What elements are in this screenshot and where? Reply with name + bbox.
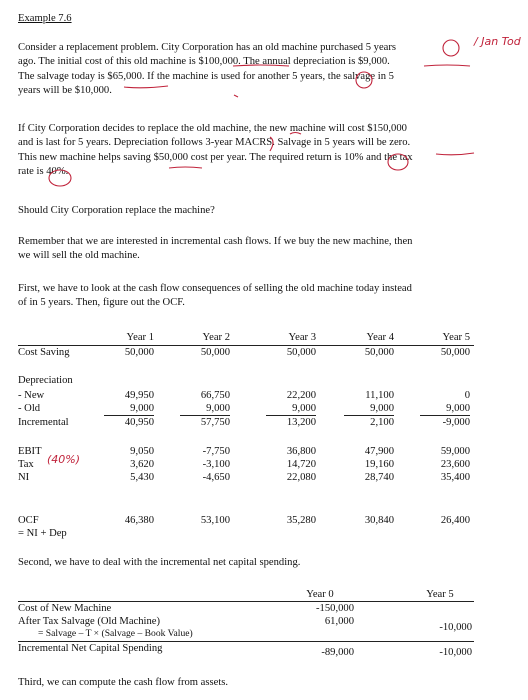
table-cell: 9,050: [130, 446, 154, 457]
cash-flow-assets-note: Third, we can compute the cash flow from assets.: [18, 677, 229, 688]
row-label: Incremental: [18, 417, 69, 428]
table-cell: -7,750: [202, 446, 230, 457]
table-cell: 9,000: [130, 403, 154, 414]
table-cell: 61,000: [324, 616, 354, 627]
row-label: - Old: [18, 403, 41, 414]
table-cell: 14,720: [286, 459, 316, 470]
table-cell: -10,000: [439, 622, 472, 633]
table-cell: 50,000: [286, 347, 316, 358]
incremental-note: [18, 235, 508, 264]
table-cell: 9,000: [446, 403, 470, 414]
table-cell: -3,100: [202, 459, 230, 470]
problem-paragraph: [18, 41, 508, 98]
table-cell: 26,400: [440, 515, 470, 526]
table-cell: 59,000: [440, 446, 470, 457]
salvage-formula: = Salvage – T × (Salvage – Book Value): [38, 628, 193, 639]
table-cell: 35,280: [286, 515, 316, 526]
row-sublabel: = NI + Dep: [18, 528, 67, 539]
tax-rate-annotation: (40%): [47, 453, 81, 466]
table-cell: -4,650: [202, 472, 230, 483]
table-cell: 5,430: [130, 472, 154, 483]
paragraph-line: Remember that we are interested in incremental cash flows. If we buy the new machine, then: [18, 236, 413, 247]
table-cell: 50,000: [124, 347, 154, 358]
table-cell: 22,200: [286, 390, 316, 401]
table-cell: 23,600: [440, 459, 470, 470]
example-title: Example 7.6: [18, 13, 72, 24]
table-cell: 66,750: [200, 390, 230, 401]
table-cell: 13,200: [286, 417, 316, 428]
row-label: Cost Saving: [18, 347, 70, 358]
table-cell: -9,000: [442, 417, 470, 428]
table-cell: 9,000: [292, 403, 316, 414]
row-label: After Tax Salvage (Old Machine): [18, 616, 161, 627]
table-cell: 19,160: [364, 459, 394, 470]
table-cell: 35,400: [440, 472, 470, 483]
year-header: Year 0: [306, 589, 334, 600]
table-cell: 57,750: [200, 417, 230, 428]
table-cell: 40,950: [124, 417, 154, 428]
table-cell: 53,100: [200, 515, 230, 526]
table-cell: 11,100: [365, 390, 394, 401]
paragraph-line: The salvage today is $65,000. If the machine is used for another 5 years, the salvage in 5: [18, 70, 394, 82]
row-label: - New: [18, 390, 45, 401]
question-line: Should City Corporation replace the machine?: [18, 205, 215, 216]
year-header: Year 5: [426, 589, 454, 600]
paragraph-line: This new machine helps saving $50,000 cost per year. The required return is 10% and the tax: [18, 151, 413, 163]
cash-flow-note: [18, 282, 508, 311]
table-cell: 47,900: [364, 446, 394, 457]
table-cell: 2,100: [370, 417, 394, 428]
year-header: Year 1: [126, 332, 154, 343]
table-cell: -89,000: [321, 647, 354, 658]
row-label: Incremental Net Capital Spending: [18, 643, 163, 654]
table-cell: 28,740: [364, 472, 394, 483]
paragraph-line: years will be $10,000.: [18, 84, 112, 96]
paragraph-line: rate is 40%.: [18, 165, 69, 177]
table-cell: -150,000: [316, 603, 354, 614]
table-cell: 9,000: [370, 403, 394, 414]
table-cell: 36,800: [286, 446, 316, 457]
paragraph-line: and is last for 5 years. Depreciation follows 3-year MACRS. Salvage in 5 years will be zero.: [18, 137, 411, 149]
year-header: Year 3: [288, 332, 316, 343]
replacement-paragraph: [18, 122, 508, 179]
net-capital-note: Second, we have to deal with the incremental net capital spending.: [18, 557, 301, 568]
margin-annotation: / Jan Tod: [474, 35, 521, 48]
paragraph-line: If City Corporation decides to replace the old machine, the new machine will cost $150,000: [18, 123, 407, 134]
paragraph-line: of in 5 years. Then, figure out the OCF.: [18, 297, 185, 309]
table-cell: 3,620: [130, 459, 154, 470]
row-label: Depreciation: [18, 375, 73, 386]
row-label: NI: [18, 472, 30, 483]
row-label: Cost of New Machine: [18, 603, 112, 614]
table-cell: 49,950: [124, 390, 154, 401]
header-rule: [18, 345, 474, 346]
paragraph-line: First, we have to look at the cash flow consequences of selling the old machine today instead: [18, 283, 412, 294]
table-cell: 50,000: [440, 347, 470, 358]
table-cell: 9,000: [206, 403, 230, 414]
table-cell: 22,080: [286, 472, 316, 483]
paragraph-line: Consider a replacement problem. City Corporation has an old machine purchased 5 years: [18, 42, 397, 53]
table-cell: 50,000: [200, 347, 230, 358]
year-header: Year 5: [442, 332, 470, 343]
row-label: EBIT: [18, 446, 42, 457]
year-header: Year 2: [202, 332, 230, 343]
year-header: Year 4: [366, 332, 394, 343]
paragraph-line: ago. The initial cost of this old machine is $100,000. The annual depreciation is $9,000.: [18, 56, 390, 68]
paragraph-line: we will sell the old machine.: [18, 250, 140, 262]
row-label: Tax: [18, 459, 34, 470]
table-cell: -10,000: [439, 647, 472, 658]
table-cell: 0: [464, 390, 470, 401]
table-cell: 30,840: [364, 515, 394, 526]
row-label: OCF: [18, 515, 39, 526]
table-cell: 50,000: [364, 347, 394, 358]
table-cell: 46,380: [124, 515, 154, 526]
